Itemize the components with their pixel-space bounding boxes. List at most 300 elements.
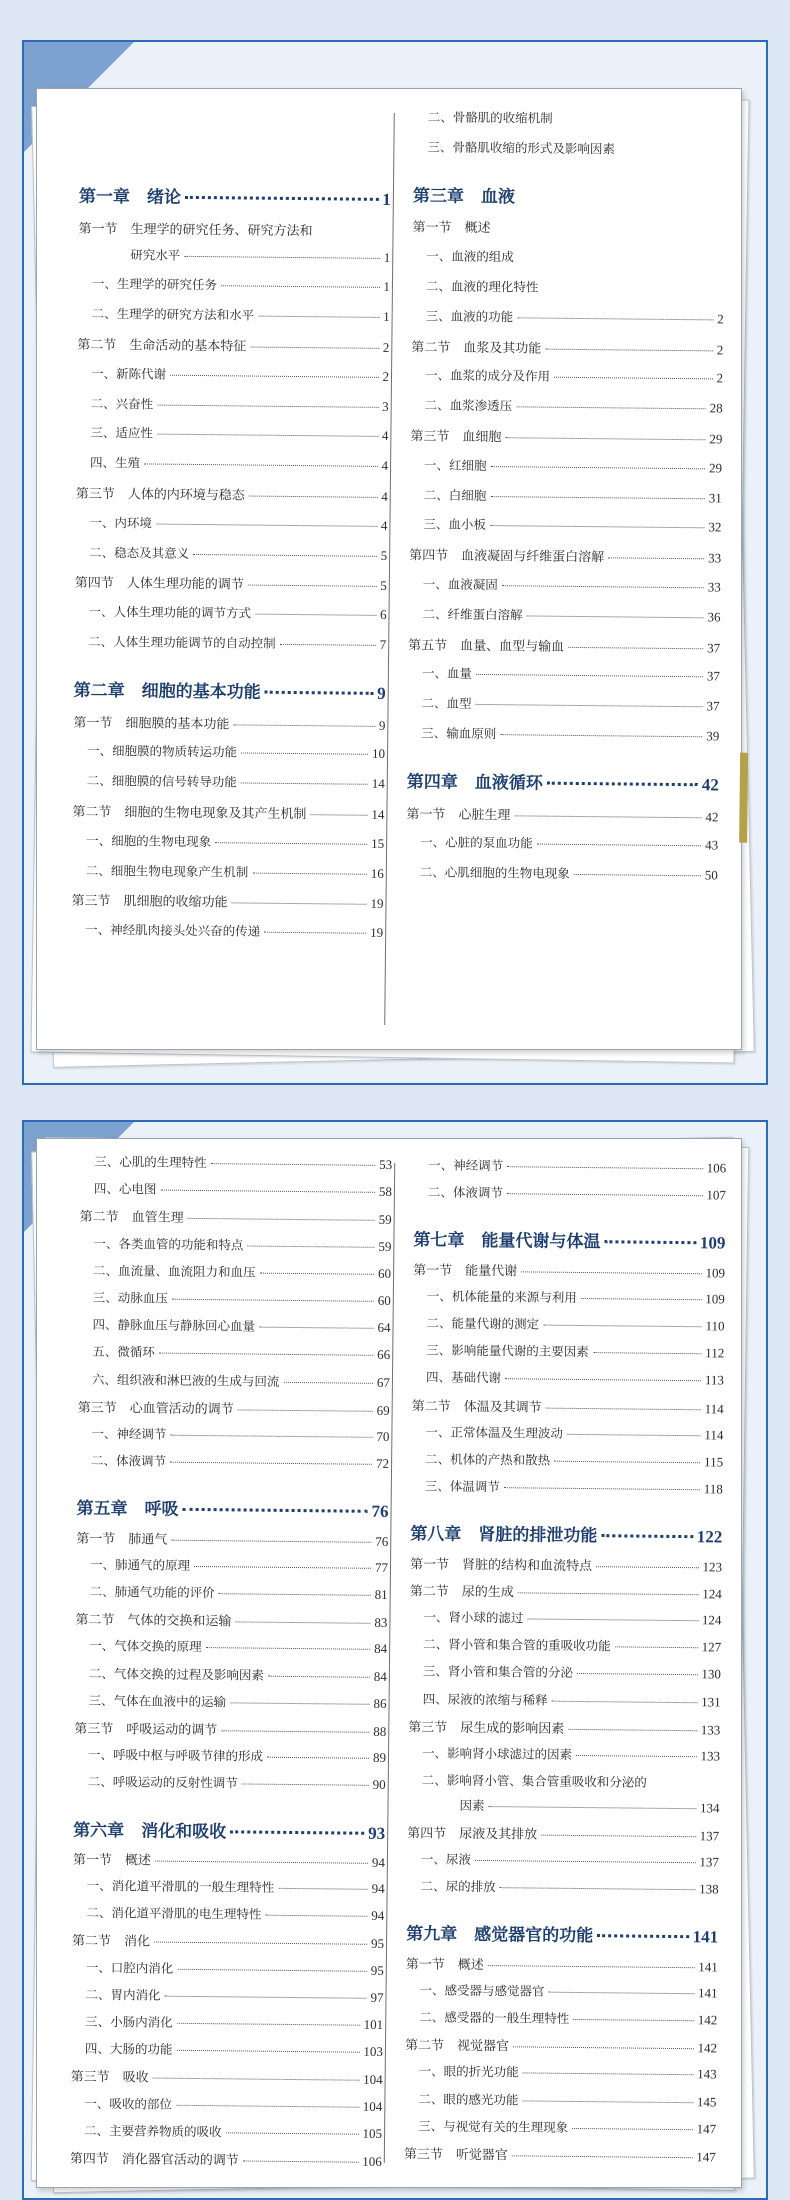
toc-entry-title: 三、适应性 (90, 425, 154, 441)
dot-leader (194, 1566, 371, 1569)
toc-page-number: 141 (692, 1927, 719, 1947)
toc-entry-title: 二、眼的感光功能 (418, 2091, 519, 2108)
dot-leader (170, 375, 378, 378)
toc-page-number: 107 (706, 1187, 726, 1203)
toc-page-number: 42 (705, 808, 719, 825)
toc-section-entry (412, 1395, 724, 1417)
toc-entry-title: 第五节 血量、血型与输血 (408, 637, 565, 655)
toc-chapter-entry (406, 1920, 718, 1948)
toc-page-number: 33 (707, 579, 721, 595)
dot-leader (176, 2104, 359, 2107)
toc-sub-entry (408, 1770, 720, 1791)
toc-entry-title: 二、肾小管和集合管的重吸收功能 (423, 1636, 611, 1654)
toc-entry-title: 第五章 呼吸 (76, 1499, 179, 1521)
toc-page-number: 89 (372, 1750, 387, 1766)
toc-page-number: 101 (363, 2016, 384, 2032)
toc-sub-entry (74, 602, 386, 623)
toc-column-right (406, 89, 726, 883)
toc-sub-entry (414, 1155, 726, 1176)
dot-leader (505, 1379, 701, 1382)
toc-sub-entry (411, 1449, 723, 1470)
toc-cont-entry (407, 1795, 719, 1816)
toc-page-number: 88 (373, 1723, 387, 1739)
toc-page-number: 29 (709, 431, 723, 447)
toc-entry-title: 一、各类血管的功能和特点 (93, 1235, 244, 1253)
toc-entry-title: 二、影响肾小管、集合管重吸收和分泌的 (421, 1772, 647, 1790)
toc-page-number: 94 (371, 1908, 385, 1924)
dot-leader (183, 1508, 368, 1513)
dot-leader (265, 1915, 367, 1917)
toc-entry-title: 第二节 尿的生成 (409, 1584, 514, 1601)
dot-leader (541, 1834, 695, 1837)
dot-leader (604, 1241, 696, 1245)
toc-sub-entry (70, 2120, 382, 2141)
toc-sub-entry (405, 2062, 717, 2083)
toc-entry-title: 第二节 生命活动的基本特征 (77, 337, 247, 355)
dot-leader (549, 1992, 694, 1995)
dot-leader (177, 2023, 360, 2026)
toc-entry-title: 第二节 血管生理 (79, 1210, 184, 1227)
toc-page-number: 109 (705, 1264, 726, 1281)
toc-section-entry (75, 1609, 387, 1631)
toc-section-entry (76, 483, 388, 505)
toc-sub-entry (413, 1286, 725, 1307)
toc-page-number: 86 (373, 1695, 387, 1711)
toc-entry-title: 一、细胞膜的物质转运功能 (87, 743, 238, 760)
toc-entry-title: 第一节 概述 (405, 1956, 484, 1973)
toc-sub-entry (72, 1957, 384, 1978)
toc-page-number: 14 (371, 806, 385, 822)
toc-sub-entry (77, 1424, 389, 1445)
toc-cont-entry (78, 244, 390, 265)
toc-sub-entry (407, 1876, 719, 1897)
toc-entry-title: 一、眼的折光功能 (418, 2063, 519, 2080)
dot-leader (505, 437, 705, 440)
dot-leader (184, 255, 379, 258)
toc-entry-title: 第一节 概述 (412, 220, 491, 237)
toc-page-number: 106 (362, 2153, 382, 2169)
toc-section-entry (75, 572, 387, 594)
toc-section-entry (72, 1930, 384, 1952)
toc-sub-entry (409, 1689, 721, 1710)
toc-sub-entry (414, 1182, 726, 1203)
dot-leader (171, 1539, 371, 1542)
toc-entry-title: 五、微循环 (92, 1344, 155, 1360)
dot-leader (512, 2155, 692, 2158)
dot-leader (211, 1163, 375, 1166)
toc-sub-entry (404, 2116, 716, 2137)
dot-leader (573, 2019, 693, 2021)
toc-page-number: 106 (706, 1160, 727, 1176)
dot-leader (156, 523, 377, 526)
dot-leader (258, 316, 379, 318)
toc-page-number: 113 (704, 1372, 725, 1388)
toc-entry-title: 四、基础代谢 (425, 1369, 502, 1386)
dot-leader (283, 1381, 372, 1383)
toc-entry-title: 第二节 体温及其调节 (411, 1398, 542, 1416)
toc-sub-entry (408, 1743, 720, 1764)
dot-leader (516, 407, 705, 410)
toc-entry-title: 二、血流量、血流阻力和血压 (93, 1262, 256, 1280)
toc-page-number: 2 (717, 311, 724, 327)
toc-entry-title: 二、稳态及其意义 (89, 544, 190, 561)
toc-page-number: 134 (699, 1799, 720, 1816)
toc-entry-title: 一、神经调节 (428, 1157, 504, 1174)
toc-page-number: 2 (716, 342, 724, 358)
toc-entry-title: 第一节 心脏生理 (406, 806, 511, 823)
dot-leader (193, 554, 376, 557)
toc-section-entry (412, 217, 724, 239)
toc-section-entry (71, 890, 383, 912)
dot-leader (248, 585, 376, 587)
toc-page-number: 131 (701, 1693, 721, 1710)
toc-entry-title: 第七章 能量代谢与体温 (413, 1230, 601, 1253)
toc-sub-entry (405, 2007, 717, 2028)
toc-page-number: 142 (697, 2012, 718, 2028)
dot-leader (523, 2073, 693, 2076)
toc-sub-entry (73, 1876, 385, 1897)
toc-page-number: 77 (374, 1559, 389, 1575)
toc-entry-title: 四、尿液的浓缩与稀释 (422, 1690, 548, 1708)
toc-entry-title: 一、吸收的部位 (84, 2095, 172, 2112)
toc-sub-entry (77, 364, 389, 385)
toc-page-2 (36, 1138, 742, 2188)
toc-sub-entry (408, 604, 720, 625)
toc-entry-title: 第四节 血液凝固与纤维蛋白溶解 (409, 548, 605, 566)
toc-section-entry (409, 544, 721, 566)
dot-leader (568, 1729, 696, 1731)
toc-page-number: 29 (709, 460, 723, 476)
toc-entry-title: 三、血液的功能 (425, 308, 514, 325)
toc-chapter-entry (413, 1226, 725, 1254)
toc-sub-entry (80, 1179, 392, 1200)
dot-leader (267, 1757, 369, 1759)
toc-sub-entry (409, 1634, 721, 1655)
toc-entry-title: 第四节 消化器官活动的调节 (69, 2151, 239, 2169)
toc-section-entry (408, 1716, 720, 1738)
dot-leader (554, 1461, 700, 1464)
toc-entry-title: 二、呼吸运动的反射性调节 (87, 1774, 238, 1791)
toc-entry-title: 第四节 尿液及其排放 (407, 1826, 538, 1843)
dot-leader (170, 1435, 372, 1438)
dot-leader (243, 2160, 358, 2162)
toc-entry-title: 四、心电图 (93, 1181, 157, 1197)
toc-page-number: 43 (705, 837, 719, 853)
dot-leader (215, 842, 367, 845)
toc-entry-title: 二、心肌细胞的生物电现象 (419, 864, 570, 882)
toc-entry-title: 一、血液凝固 (422, 576, 498, 593)
dot-leader (153, 2078, 359, 2081)
dot-leader (238, 1409, 373, 1411)
toc-chapter-entry (413, 181, 725, 209)
dot-leader (241, 753, 368, 755)
toc-page-number: 137 (699, 1828, 720, 1844)
toc-page-number: 143 (697, 2066, 717, 2082)
toc-sub-entry (76, 1555, 388, 1576)
toc-page-number: 4 (381, 428, 389, 444)
toc-section-entry (80, 1206, 392, 1228)
dot-leader (249, 496, 377, 498)
toc-page-number: 50 (704, 867, 718, 883)
toc-entry-title: 一、机体能量的来源与利用 (426, 1288, 577, 1305)
toc-sub-entry (72, 1903, 384, 1924)
toc-chapter-entry (410, 1520, 722, 1548)
toc-sub-entry (77, 1451, 389, 1472)
dot-leader (206, 1647, 370, 1650)
toc-entry-title: 二、机体的产热和散热 (425, 1451, 551, 1468)
toc-entry-title: 第二节 气体的交换和运输 (75, 1612, 232, 1630)
toc-page-number: 2 (382, 339, 390, 356)
toc-sub-entry (74, 1772, 386, 1793)
toc-page-number: 95 (370, 1936, 385, 1952)
dot-leader (527, 615, 704, 618)
toc-entry-title: 三、体温调节 (424, 1478, 500, 1495)
toc-sub-entry (409, 1607, 721, 1628)
toc-page-number: 60 (378, 1265, 392, 1281)
toc-entry-title: 第一节 概述 (72, 1852, 152, 1869)
toc-page-number: 7 (379, 636, 387, 652)
toc-entry-title: 四、大肠的功能 (84, 2041, 173, 2057)
toc-sub-entry (71, 2039, 383, 2060)
toc-entry-title: 一、口腔内消化 (85, 1959, 174, 1976)
toc-sub-entry (71, 2012, 383, 2033)
dot-leader (521, 1271, 701, 1274)
toc-section-entry (406, 1953, 718, 1975)
toc-sub-entry (412, 1368, 724, 1389)
toc-page-number: 64 (377, 1320, 391, 1336)
toc-entry-title: 第一节 能量代谢 (413, 1262, 518, 1279)
toc-page-number: 142 (697, 2040, 718, 2056)
toc-entry-title: 三、动脉血压 (92, 1289, 168, 1306)
toc-sub-entry (76, 423, 388, 444)
toc-page-number: 59 (378, 1238, 392, 1254)
toc-sub-entry (75, 542, 387, 563)
toc-page-number: 112 (705, 1345, 725, 1361)
toc-entry-title: 二、体液调节 (427, 1184, 504, 1201)
dot-leader (176, 2050, 359, 2053)
dot-leader (188, 1218, 375, 1221)
toc-page-number: 5 (380, 578, 387, 594)
toc-page-number: 84 (374, 1641, 388, 1657)
dot-leader (160, 1190, 374, 1193)
dot-leader (250, 347, 378, 349)
toc-entry-title: 一、细胞的生物电现象 (86, 832, 212, 849)
toc-page-number: 60 (377, 1292, 391, 1308)
toc-page-number: 95 (370, 1962, 384, 1978)
toc-sub-entry (78, 1369, 390, 1390)
dot-leader (310, 814, 367, 816)
toc-page-number: 145 (696, 2093, 717, 2110)
toc-column-right (403, 1139, 727, 2165)
book-edge (739, 753, 748, 843)
toc-sub-entry (75, 513, 387, 534)
dot-leader (581, 1298, 701, 1300)
dot-leader (233, 724, 374, 726)
toc-entry-title: 一、生理学的研究任务 (91, 276, 218, 293)
toc-section-entry (411, 336, 723, 358)
toc-page-number: 130 (701, 1666, 721, 1682)
toc-page-number: 9 (377, 683, 386, 703)
toc-sub-entry (78, 1315, 390, 1336)
toc-entry-title: 第一节 生理学的研究任务、研究方法和 (78, 221, 313, 239)
toc-page-number: 138 (699, 1881, 719, 1897)
dot-leader (574, 874, 701, 876)
toc-section-entry (78, 218, 390, 240)
toc-entry-title: 二、细胞生物电现象产生机制 (85, 862, 249, 880)
dot-leader (488, 1965, 694, 1968)
toc-entry-title: 四、静脉血压与静脉回心血量 (92, 1317, 256, 1334)
toc-entry-title: 一、内环境 (89, 514, 153, 531)
dot-leader (259, 1327, 373, 1329)
dot-leader (144, 464, 377, 467)
dot-leader (572, 2128, 692, 2130)
toc-page-number: 133 (700, 1722, 721, 1738)
toc-sub-entry (409, 574, 721, 595)
toc-entry-title: 第一节 肾脏的结构和血流特点 (409, 1556, 593, 1574)
toc-entry-title: 二、主要营养物质的吸收 (84, 2122, 222, 2140)
toc-page-number: 36 (707, 609, 721, 625)
toc-entry-title: 研究水平 (130, 246, 181, 263)
dot-leader (280, 644, 376, 646)
dot-leader (170, 1462, 372, 1465)
toc-page-number: 84 (373, 1668, 387, 1684)
toc-page-number: 147 (696, 2121, 717, 2137)
toc-page-number: 124 (701, 1612, 722, 1628)
toc-sub-entry (412, 276, 724, 297)
dot-leader (475, 1860, 695, 1863)
toc-section-entry (73, 711, 385, 733)
toc-section-entry (76, 1527, 388, 1549)
toc-sub-entry (70, 2093, 382, 2114)
toc-sub-entry (412, 1340, 724, 1361)
toc-page-number: 76 (375, 1533, 389, 1549)
dot-leader (177, 1968, 366, 1971)
toc-page-number: 19 (370, 896, 384, 912)
toc-entry-title: 第二节 细胞的生物电现象及其产生机制 (72, 804, 307, 823)
dot-leader (252, 872, 366, 874)
toc-sub-entry (76, 453, 388, 474)
toc-section-entry (71, 2066, 383, 2088)
toc-page-number: 1 (383, 249, 391, 265)
toc-section-entry (72, 801, 384, 823)
toc-entry-title: 二、消化道平滑肌的电生理特性 (86, 1905, 262, 1922)
toc-entry-title: 三、与视觉有关的生理现象 (418, 2118, 569, 2135)
dot-leader (608, 557, 704, 559)
toc-page-number: 37 (706, 668, 720, 684)
toc-entry-title: 第三节 吸收 (70, 2070, 149, 2086)
toc-section-entry (406, 803, 718, 825)
toc-entry-title: 第八章 肾脏的排泄功能 (410, 1524, 598, 1547)
dot-leader (247, 1245, 374, 1247)
toc-page-number: 81 (374, 1586, 388, 1602)
toc-sub-entry (406, 833, 718, 854)
toc-entry-title: 一、感受器与感觉器官 (419, 1982, 545, 1999)
toc-entry-title: 第三节 肌细胞的收缩功能 (71, 894, 228, 911)
dot-leader (500, 734, 702, 737)
toc-entry-title: 第九章 感觉器官的功能 (406, 1924, 594, 1947)
dot-leader (597, 1935, 689, 1939)
dot-leader (546, 1407, 701, 1410)
dot-leader (235, 1622, 370, 1624)
toc-section-entry (404, 2143, 716, 2165)
toc-entry-title: 二、骨骼肌的收缩机制 (427, 109, 553, 126)
toc-page-number: 104 (362, 2098, 383, 2114)
toc-sub-entry (75, 1663, 387, 1684)
toc-section-entry (410, 425, 722, 447)
toc-page-number: 114 (704, 1427, 724, 1443)
toc-entry-title: 第四节 人体生理功能的调节 (74, 576, 244, 593)
dot-leader (490, 496, 704, 499)
toc-sub-entry (412, 246, 724, 267)
toc-entry-title: 二、胃内消化 (85, 1986, 161, 2003)
toc-page-number: 118 (703, 1481, 723, 1497)
dot-leader (490, 525, 704, 528)
toc-page-number: 59 (378, 1212, 392, 1228)
toc-page-number: 124 (702, 1586, 722, 1602)
toc-page-number: 137 (699, 1854, 720, 1870)
toc-sub-entry (407, 1849, 719, 1870)
dot-leader (219, 1593, 371, 1596)
dot-leader (159, 1353, 373, 1356)
toc-sub-entry (80, 1152, 392, 1173)
dot-leader (507, 1166, 702, 1169)
toc-entry-title: 二、生理学的研究方法和水平 (91, 306, 255, 323)
toc-sub-entry (72, 860, 384, 881)
toc-entry-title: 三、骨骼肌收缩的形式及影响因素 (427, 139, 616, 157)
toc-entry-title: 二、白细胞 (423, 486, 487, 503)
toc-page-number: 1 (383, 309, 390, 325)
dot-leader (615, 1647, 698, 1649)
toc-sub-entry (411, 1476, 723, 1497)
toc-entry-title: 三、心肌的生理特性 (94, 1153, 207, 1171)
toc-section-entry (74, 1718, 386, 1740)
toc-entry-title: 一、呼吸中枢与呼吸节律的形成 (87, 1747, 264, 1764)
toc-page-number: 39 (706, 728, 720, 744)
toc-section-entry (70, 2148, 382, 2170)
dot-leader (172, 1299, 374, 1302)
dot-leader (517, 317, 713, 320)
dot-leader (567, 1434, 700, 1436)
toc-page-number: 53 (379, 1156, 393, 1173)
toc-page-number: 141 (697, 1985, 718, 2001)
toc-entry-title: 三、影响能量代谢的主要因素 (426, 1342, 589, 1360)
dot-leader (601, 1535, 693, 1539)
toc-page-number: 104 (363, 2072, 383, 2088)
toc-entry-title: 一、神经肌肉接头处兴奋的传递 (85, 922, 261, 939)
toc-page-number: 4 (380, 517, 388, 533)
toc-page-number: 93 (368, 1823, 386, 1843)
toc-page-number: 2 (716, 370, 724, 386)
toc-entry-title: 第三节 呼吸运动的调节 (74, 1721, 218, 1739)
dot-leader (576, 1755, 696, 1757)
dot-leader (242, 1784, 369, 1786)
toc-sub-entry (76, 1582, 388, 1603)
toc-entry-title: 第三节 听觉器官 (403, 2147, 508, 2164)
toc-sub-entry (79, 1233, 391, 1254)
toc-entry-title: 一、红细胞 (424, 457, 487, 473)
toc-section-entry (410, 1580, 722, 1602)
toc-page-number: 141 (698, 1958, 718, 1975)
toc-entry-title: 二、纤维蛋白溶解 (422, 606, 523, 623)
toc-sub-entry (410, 485, 722, 506)
toc-page-number: 33 (708, 550, 722, 566)
toc-page-number: 2 (382, 368, 390, 384)
toc-entry-title: 第一节 细胞膜的基本功能 (73, 715, 230, 732)
toc-sub-entry (411, 395, 723, 416)
dot-leader (476, 674, 703, 677)
toc-sub-entry (408, 664, 720, 685)
dot-leader (232, 903, 367, 905)
